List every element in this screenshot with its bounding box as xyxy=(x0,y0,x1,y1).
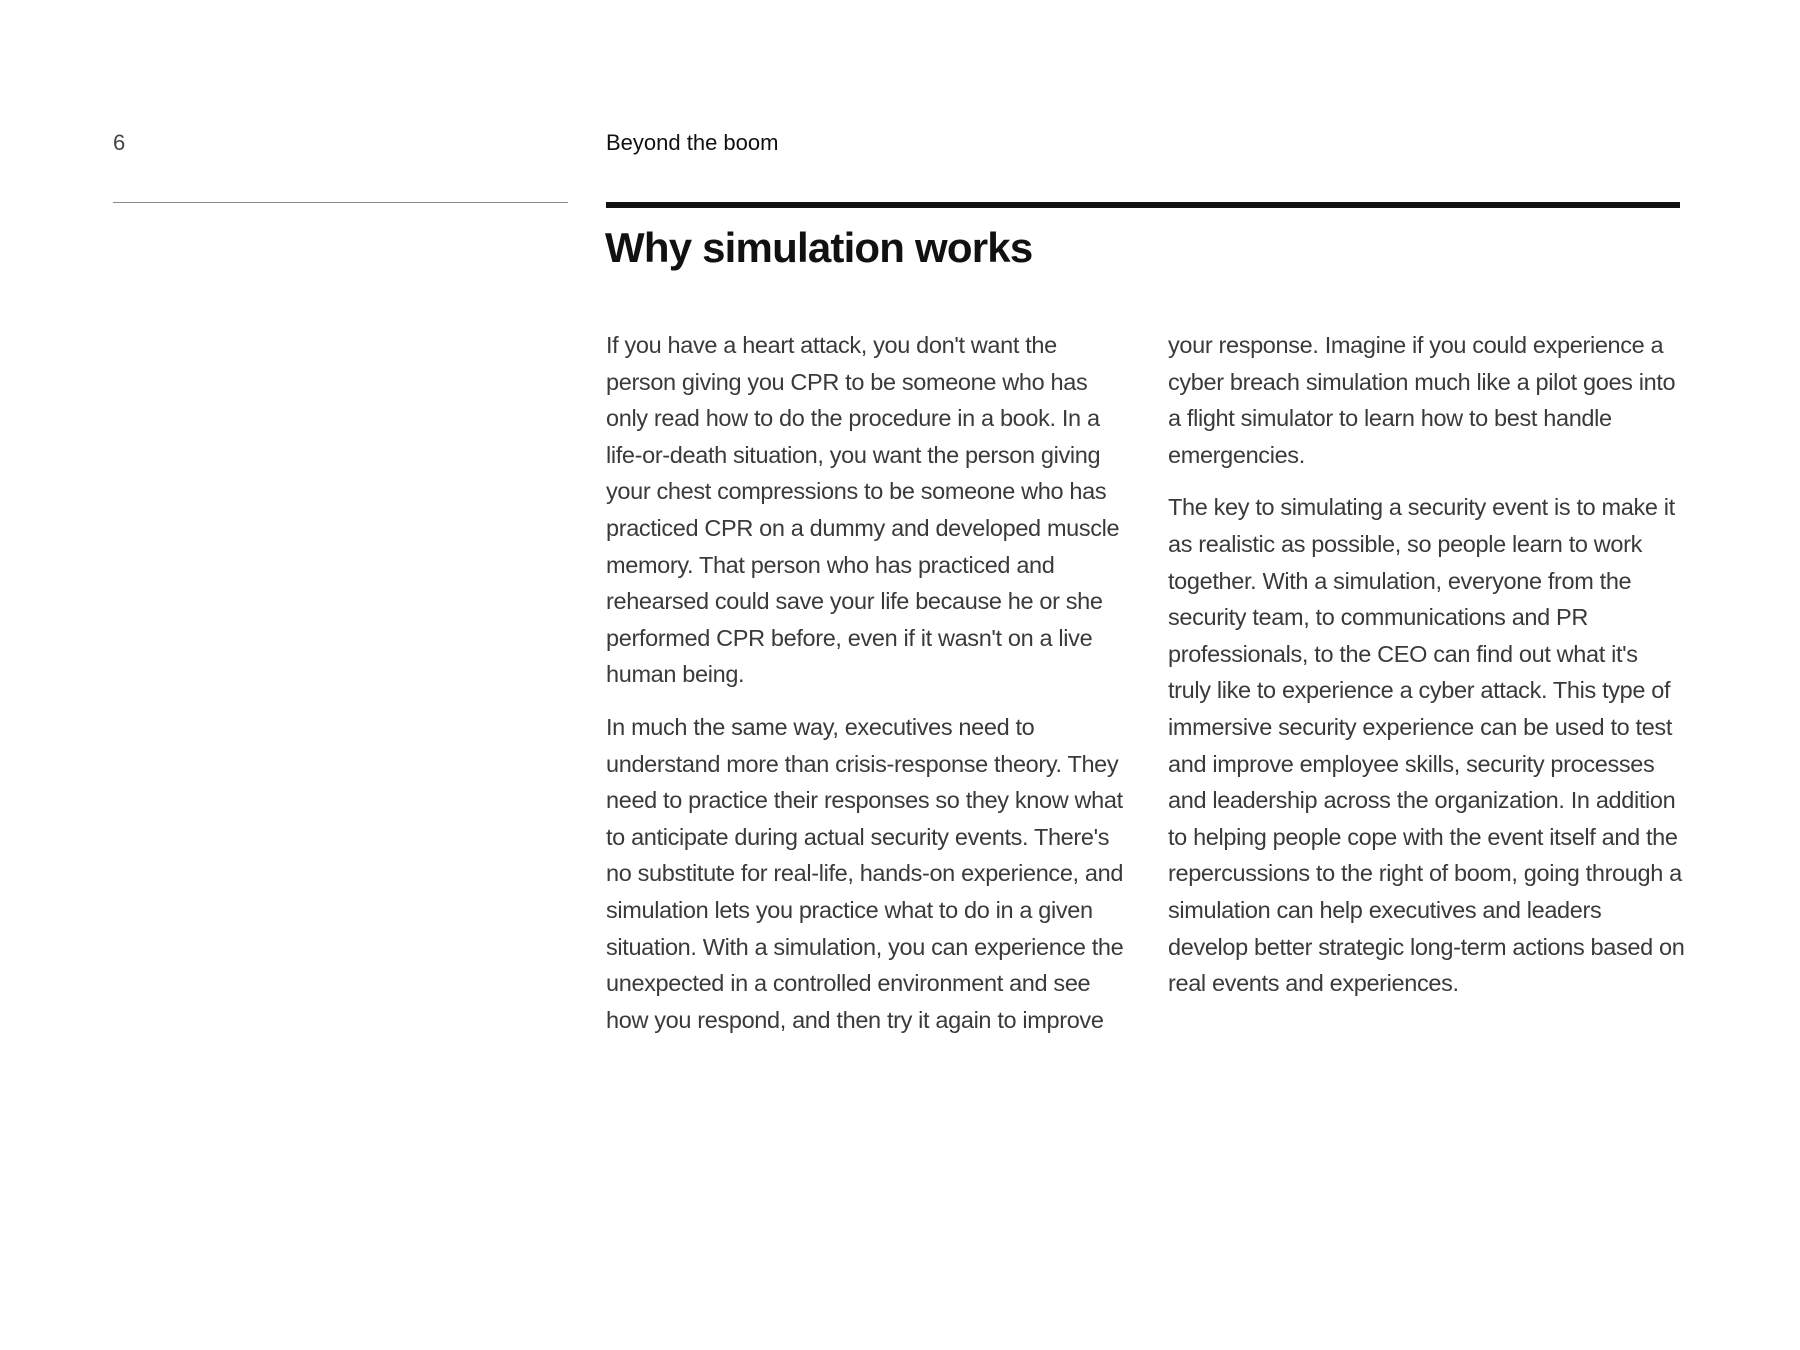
body-paragraph-3: The key to simulating a security event is to make it as realistic as possible, so people learn to work together. With a simulation, everyone from the security team, to communications and PR professionals, to the CEO can find out what it's truly like to experience a cyber attack. This type of immersive security experience can be used to test and improve employee skills, security processes and leadership across the organization. In addition to helping people cope with the event itself and the repercussions to the right of boom, going through a simulation can help executives and leaders develop better strategic long-term actions based on real events and experiences. xyxy=(1168,494,1685,997)
body-paragraph-2: In much the same way, executives need to understand more than crisis-response theory. They need to practice their responses so they know what to anticipate during actual security events. There's no substitute for real-life, hands-on experience, and simulation lets you practice what to do in a given situation. With a simulation, you can experience the unexpected in a controlled environment and see how you respond, and then try it again to improve your response. Imagine if you could experience a cyber breach simulation much like a pilot goes into a flight simulator to learn how to best handle emergencies. xyxy=(606,332,1676,1033)
running-header: Beyond the boom xyxy=(606,130,779,155)
section-divider-rule xyxy=(606,202,1680,208)
body-text-columns xyxy=(606,327,1686,1047)
page-number: 6 xyxy=(113,130,126,155)
section-title: Why simulation works xyxy=(605,224,1033,271)
body-paragraph-1: If you have a heart attack, you don't want the person giving you CPR to be someone who has only read how to do the procedure in a book. In a life-or-death situation, you want the person giving your chest compressions to be someone who has practiced CPR on a dummy and developed muscle memory. That person who has practiced and rehearsed could save your life because he or she performed CPR before, even if it wasn't on a live human being. xyxy=(606,332,1120,688)
left-divider-rule xyxy=(113,202,568,203)
